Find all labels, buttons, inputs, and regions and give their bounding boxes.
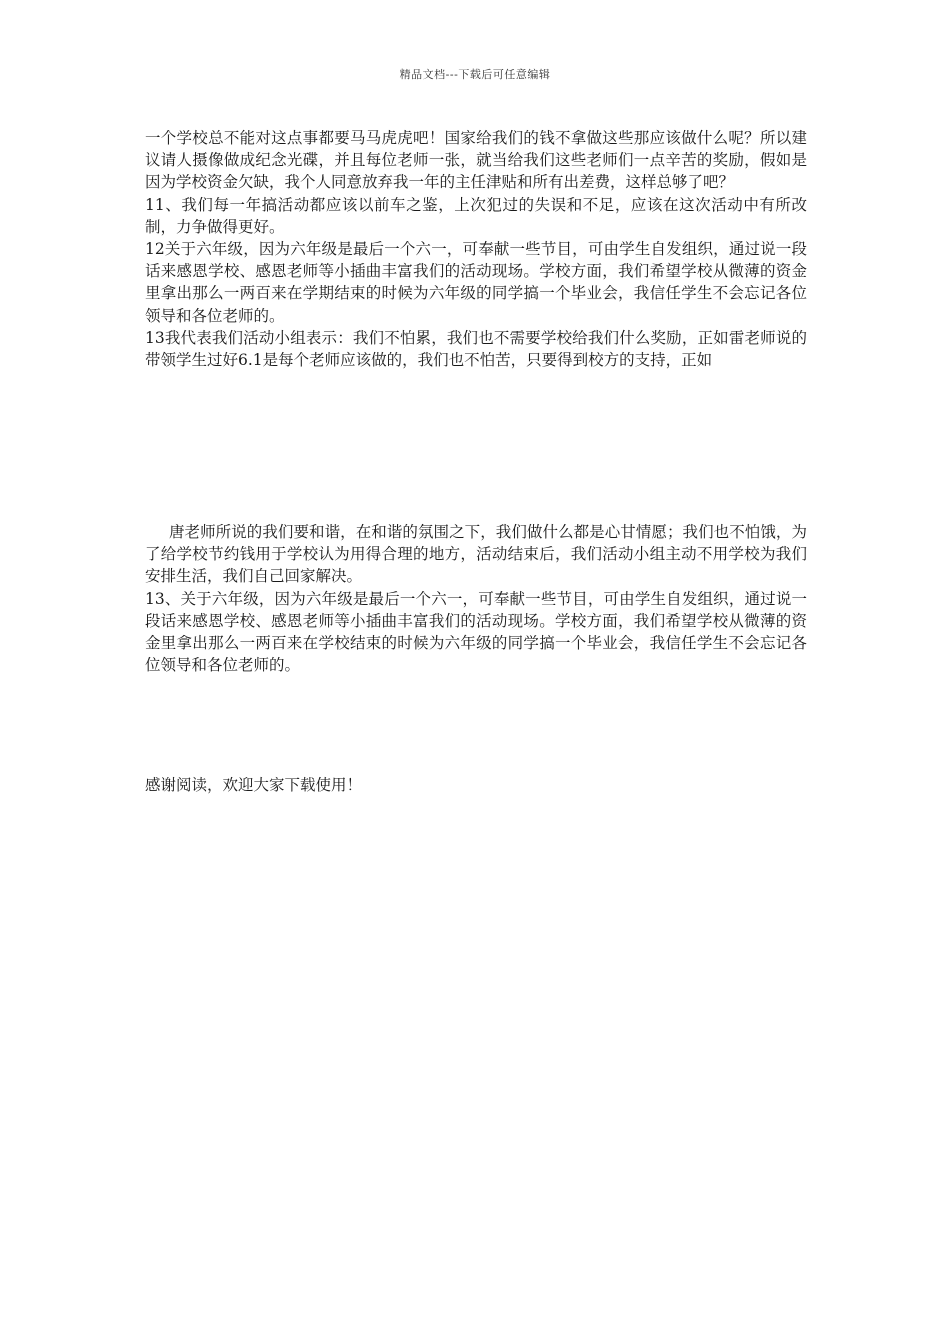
closing-note: 感谢阅读，欢迎大家下载使用！ xyxy=(145,776,363,794)
paragraph-item-12: 12关于六年级，因为六年级是最后一个六一，可奉献一些节目，可由学生自发组织，通过说一段话来感恩学校、感恩老师等小插曲丰富我们的活动现场。学校方面，我们希望学校从微薄的资金里拿出那么一两百来在学期结束的时候为六年级的同学搞一个毕业会，我信任学生不会忘记各位领导和各位老师的。 xyxy=(145,240,807,325)
document-section-2 xyxy=(145,521,807,676)
paragraph-item-13-continued: 唐老师所说的我们要和谐，在和谐的氛围之下，我们做什么都是心甘情愿；我们也不怕饿，为了给学校节约钱用于学校认为用得合理的地方，活动结束后，我们活动小组主动不用学校为我们安排生活，我们自己回家解决。 xyxy=(145,523,807,586)
paragraph-camera-suggestion: 一个学校总不能对这点事都要马马虎虎吧！国家给我们的钱不拿做这些那应该做什么呢？所以建议请人摄像做成纪念光碟，并且每位老师一张，就当给我们这些老师们一点辛苦的奖励，假如是因为学校资金欠缺，我个人同意放弃我一年的主任津贴和所有出差费，这样总够了吧？ xyxy=(145,129,807,192)
paragraph-item-13-sixth-grade: 13、关于六年级，因为六年级是最后一个六一，可奉献一些节目，可由学生自发组织，通过说一段话来感恩学校、感恩老师等小插曲丰富我们的活动现场。学校方面，我们希望学校从微薄的资金里拿出那么一两百来在学校结束的时候为六年级的同学搞一个毕业会，我信任学生不会忘记各位领导和各位老师的。 xyxy=(145,589,807,675)
paragraph-item-11: 11、我们每一年搞活动都应该以前车之鉴，上次犯过的失误和不足，应该在这次活动中有所改制，力争做得更好。 xyxy=(145,195,807,236)
page-header: 精品文档---下载后可任意编辑 xyxy=(399,68,551,81)
document-section-1 xyxy=(145,127,807,371)
paragraph-item-13-start: 13我代表我们活动小组表示：我们不怕累，我们也不需要学校给我们什么奖励，正如雷老师说的带领学生过好6.1是每个老师应该做的，我们也不怕苦，只要得到校方的支持，正如 xyxy=(145,328,807,370)
